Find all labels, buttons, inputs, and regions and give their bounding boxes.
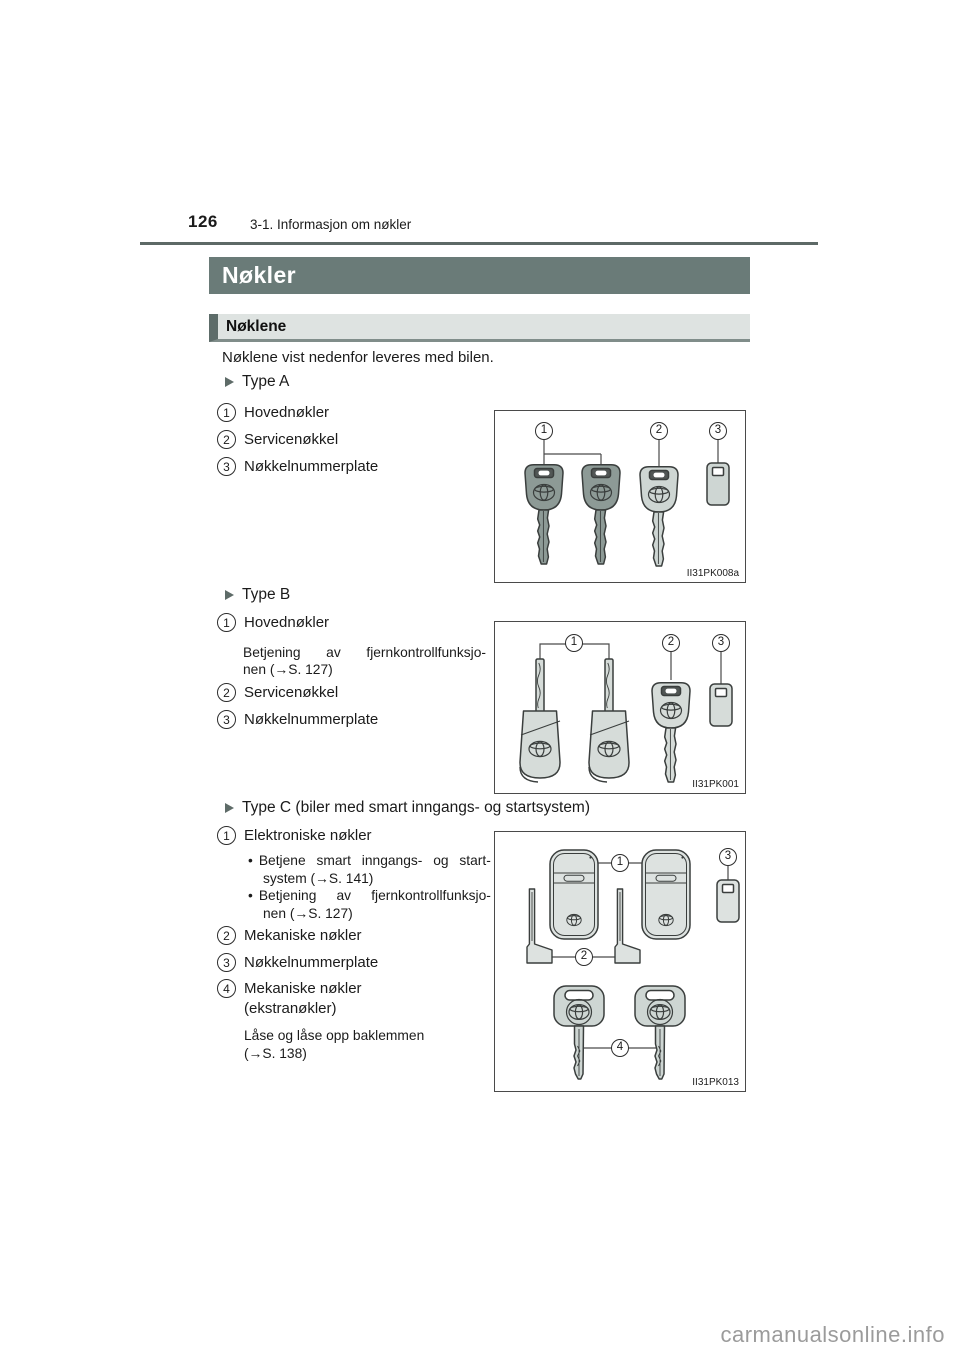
list-item — [217, 954, 378, 972]
item-subtext: Låse og låse opp baklemmen — [244, 1028, 425, 1043]
type-a-marker — [225, 373, 289, 391]
bullet-text: Betjene smart inngangs- og start- — [258, 853, 491, 868]
type-label: Type C (biler med smart inngangs- og startsystem) — [242, 799, 591, 816]
circled-number: 3 — [217, 710, 236, 729]
callout-badge: 1 — [565, 634, 583, 652]
item-label: Nøkkelnummerplate — [244, 954, 379, 971]
header-rule — [140, 242, 818, 245]
figure-code: II31PK008a — [686, 568, 739, 579]
chapter-title-bar: Nøkler — [209, 257, 750, 294]
figure-type-a — [494, 410, 746, 583]
item-subtext: Betjening av fjernkontrollfunksjo- — [243, 645, 486, 660]
list-item — [217, 431, 338, 449]
item-label: Nøkkelnummerplate — [244, 711, 379, 728]
item-label: Hovednøkler — [244, 404, 330, 421]
callout-badge: 3 — [712, 634, 730, 652]
type-b-marker — [225, 586, 290, 604]
callout-badge: 2 — [650, 422, 668, 440]
callout-badge: 3 — [719, 848, 737, 866]
bullet-item — [248, 888, 491, 904]
list-item — [217, 458, 378, 476]
figure-code: II31PK013 — [692, 1077, 739, 1088]
circled-number: 1 — [217, 826, 236, 845]
list-item — [217, 927, 362, 945]
item-label: Mekaniske nøkler — [244, 927, 362, 944]
list-item — [217, 684, 338, 702]
master-key-art — [582, 465, 620, 564]
type-label: Type B — [242, 586, 291, 603]
arrow-right-icon — [225, 803, 234, 813]
section-heading-bar: Nøklene — [209, 314, 750, 342]
type-c-marker — [225, 799, 590, 817]
circled-number: 2 — [217, 926, 236, 945]
bullet-text: nen (→S. 127) — [263, 906, 353, 921]
type-label: Type A — [242, 373, 290, 390]
service-key-art — [652, 683, 690, 782]
electronic-key-art — [642, 850, 690, 939]
figure-code: II31PK001 — [692, 779, 739, 790]
key-number-plate-art — [717, 880, 739, 922]
circled-number: 3 — [217, 953, 236, 972]
key-number-plate-art — [707, 463, 729, 505]
section-header: 3-1. Informasjon om nøkler — [250, 217, 412, 232]
arrow-right-icon — [225, 377, 234, 387]
master-key-art — [520, 659, 560, 782]
callout-badge: 1 — [611, 854, 629, 872]
list-item — [217, 980, 362, 998]
service-key-art — [640, 467, 678, 566]
item-subtext: nen (→S. 127) — [243, 662, 333, 677]
bullet-text: system (→S. 141) — [263, 871, 374, 886]
callout-badge: 3 — [709, 422, 727, 440]
circled-number: 1 — [217, 403, 236, 422]
figure-type-b — [494, 621, 746, 794]
bullet-item — [248, 853, 491, 869]
master-key-art — [589, 659, 629, 782]
watermark: carmanualsonline.info — [720, 1322, 945, 1347]
list-item — [217, 827, 372, 845]
mechanical-key-blade-art — [527, 889, 552, 963]
item-label: Servicenøkkel — [244, 684, 339, 701]
type-b-keys-illustration — [495, 622, 745, 793]
item-label: Mekaniske nøkler — [244, 980, 362, 997]
bullet-text: Betjening av fjernkontrollfunksjo- — [258, 888, 491, 903]
circled-number: 4 — [217, 979, 236, 998]
callout-badge: 2 — [575, 948, 593, 966]
arrow-right-icon — [225, 590, 234, 600]
key-number-plate-art — [710, 684, 732, 726]
circled-number: 2 — [217, 430, 236, 449]
item-subtext: (→S. 138) — [244, 1046, 307, 1061]
bullet-icon: • — [248, 888, 253, 903]
item-label-line2: (ekstranøkler) — [244, 1000, 337, 1017]
page-number: 126 — [188, 212, 218, 231]
intro-text: Nøklene vist nedenfor leveres med bilen. — [222, 349, 494, 366]
bullet-icon: • — [248, 853, 253, 868]
item-label: Nøkkelnummerplate — [244, 458, 379, 475]
spare-key-art — [554, 986, 604, 1079]
circled-number: 3 — [217, 457, 236, 476]
figure-type-c — [494, 831, 746, 1092]
circled-number: 2 — [217, 683, 236, 702]
item-label: Servicenøkkel — [244, 431, 339, 448]
item-label: Elektroniske nøkler — [244, 827, 372, 844]
electronic-key-art — [550, 850, 598, 939]
master-key-art — [525, 465, 563, 564]
item-label: Hovednøkler — [244, 614, 330, 631]
list-item — [217, 711, 378, 729]
list-item — [217, 404, 329, 422]
callout-badge: 2 — [662, 634, 680, 652]
callout-badge: 1 — [535, 422, 553, 440]
spare-key-art — [635, 986, 685, 1079]
circled-number: 1 — [217, 613, 236, 632]
list-item — [217, 614, 329, 632]
callout-badge: 4 — [611, 1039, 629, 1057]
mechanical-key-blade-art — [615, 889, 640, 963]
type-a-keys-illustration — [495, 411, 745, 582]
